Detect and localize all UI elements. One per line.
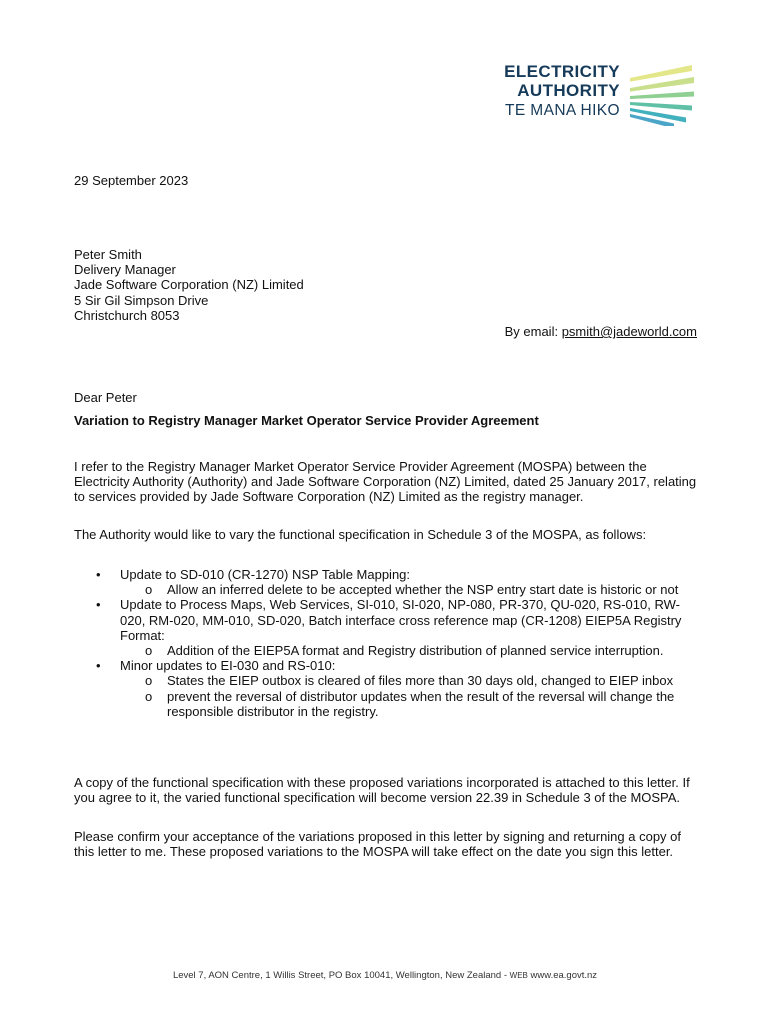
paragraph-4: Please confirm your acceptance of the variations proposed in this letter by signing and returning a copy of this letter to me. These proposed variations to the MOSPA will take effect on the date you sign this letter. <box>74 829 682 860</box>
recipient-company: Jade Software Corporation (NZ) Limited <box>74 277 304 293</box>
logo-line-te-mana-hiko: TE MANA HIKO <box>504 102 620 119</box>
list-item <box>74 597 698 658</box>
sub-bullet-icon: o <box>145 688 153 704</box>
recipient-city: Christchurch 8053 <box>74 307 180 323</box>
recipient-street: 5 Sir Gil Simpson Drive <box>74 292 209 308</box>
recipient-name: Peter Smith <box>74 247 142 262</box>
sub-list-item-text: prevent the reversal of distributor updates when the result of the reversal will change the responsible distributor in the registry. <box>167 688 675 719</box>
logo-rays-icon <box>630 64 696 126</box>
logo-line-electricity: ELECTRICITY <box>504 62 620 81</box>
recipient-title: Delivery Manager <box>74 262 176 278</box>
sub-list-item <box>120 582 698 597</box>
logo-ray <box>630 102 692 111</box>
sub-bullet-icon: o <box>145 673 153 689</box>
bullet-icon: • <box>96 567 101 582</box>
list-item-text: Update to Process Maps, Web Services, SI-010, SI-020, NP-080, PR-370, QU-020, RS-010, RW-020, RM-020, MM-010, SD-020, Batch interface cross reference map (CR-1208) EIEP5A Registry Format: <box>120 597 682 643</box>
sub-list-item <box>120 673 698 688</box>
logo-wordmark <box>478 62 620 122</box>
sub-list-item <box>120 689 698 719</box>
email-prefix: By email: <box>504 324 562 339</box>
sub-list-item <box>120 643 698 658</box>
email-link[interactable]: psmith@jadeworld.com <box>561 324 697 339</box>
bullet-icon: • <box>96 597 101 613</box>
variations-list <box>74 567 698 719</box>
sub-bullet-icon: o <box>145 643 153 659</box>
electricity-authority-logo <box>478 62 698 128</box>
sub-list-item-text: States the EIEP outbox is cleared of files more than 30 days old, changed to EIEP inbox <box>167 673 674 689</box>
list-item <box>74 658 698 719</box>
sub-list-item-text: Allow an inferred delete to be accepted whether the NSP entry start date is historic or not <box>167 582 679 598</box>
logo-line-authority: AUTHORITY <box>517 81 620 100</box>
page-footer <box>0 970 770 981</box>
recipient-address <box>74 247 304 323</box>
footer-web-label: WEB <box>509 971 528 980</box>
salutation: Dear Peter <box>74 390 137 405</box>
list-item <box>74 567 698 597</box>
letter-subject: Variation to Registry Manager Market Operator Service Provider Agreement <box>74 413 539 428</box>
list-item-text: Update to SD-010 (CR-1270) NSP Table Mapping: <box>120 567 411 582</box>
sub-bullet-icon: o <box>145 582 153 598</box>
footer-web-url[interactable]: www.ea.govt.nz <box>527 970 598 981</box>
paragraph-3: A copy of the functional specification with these proposed variations incorporated is attached to this letter. If you agree to it, the varied functional specification will become version 22.39 in Schedule 3 of the MOSPA. <box>74 775 690 806</box>
list-item-text: Minor updates to EI-030 and RS-010: <box>120 658 336 674</box>
paragraph-2: The Authority would like to vary the functional specification in Schedule 3 of the MOSPA, as follows: <box>74 527 647 542</box>
email-line <box>505 324 697 339</box>
logo-ray <box>630 92 694 100</box>
sub-list-item-text: Addition of the EIEP5A format and Registry distribution of planned service interruption. <box>167 643 664 659</box>
letter-date: 29 September 2023 <box>74 173 189 188</box>
paragraph-1: I refer to the Registry Manager Market Operator Service Provider Agreement (MOSPA) between the Electricity Authority (Authority) and Jade Software Corporation (NZ) Limited, dated 25 January 2017, relating to services provided by Jade Software Corporation (NZ) Limited as the registry manager. <box>74 459 697 505</box>
bullet-icon: • <box>96 658 101 674</box>
footer-address: Level 7, AON Centre, 1 Willis Street, PO Box 10041, Wellington, New Zealand - <box>172 970 510 981</box>
